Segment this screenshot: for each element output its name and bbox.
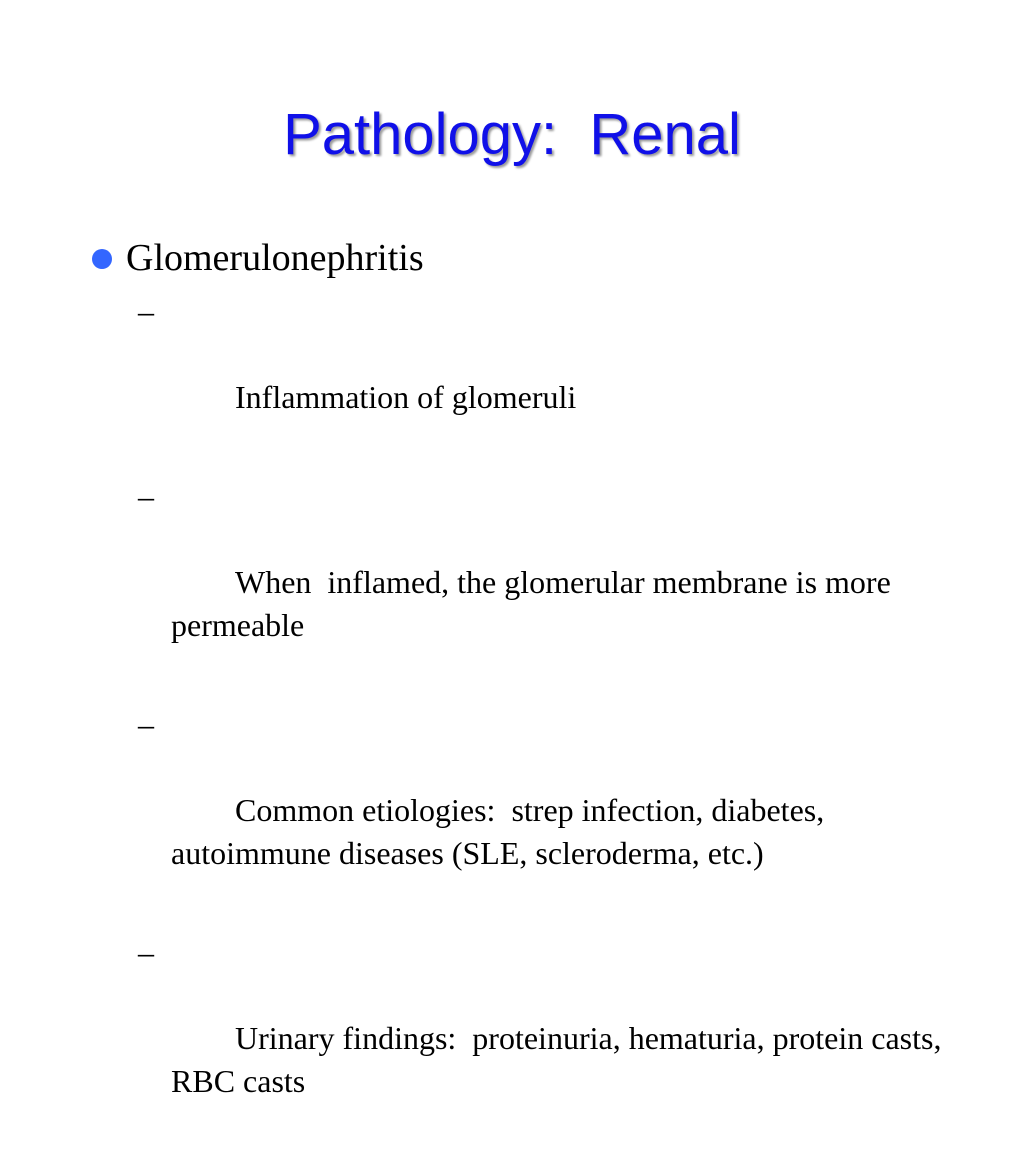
sub-bullet-item — [86, 931, 950, 1146]
sub-bullet-list — [86, 290, 950, 1146]
dash-icon: – — [138, 478, 154, 514]
sub-bullet-text: When inflamed, the glomerular membrane is more permeable — [171, 564, 899, 643]
sub-bullet-item — [86, 475, 946, 690]
sub-bullet-item — [86, 703, 946, 918]
dash-icon: – — [138, 293, 154, 329]
slide-content — [86, 230, 950, 1159]
dash-icon: – — [138, 706, 154, 742]
sub-bullet-item — [86, 290, 946, 462]
bullet-dot-icon — [92, 249, 112, 269]
bullet-item-glomerulonephritis — [86, 230, 946, 286]
sub-bullet-text: Inflammation of glomeruli — [235, 379, 577, 415]
sub-bullet-text: Urinary findings: proteinuria, hematuria, protein casts, RBC casts — [171, 1020, 950, 1099]
slide-title: Pathology: Renal — [283, 102, 741, 167]
bullet-label: Glomerulonephritis — [126, 237, 424, 279]
sub-bullet-text: Common etiologies: strep infection, diabetes, autoimmune diseases (SLE, scleroderma, etc.) — [171, 792, 833, 871]
dash-icon: – — [138, 934, 154, 970]
